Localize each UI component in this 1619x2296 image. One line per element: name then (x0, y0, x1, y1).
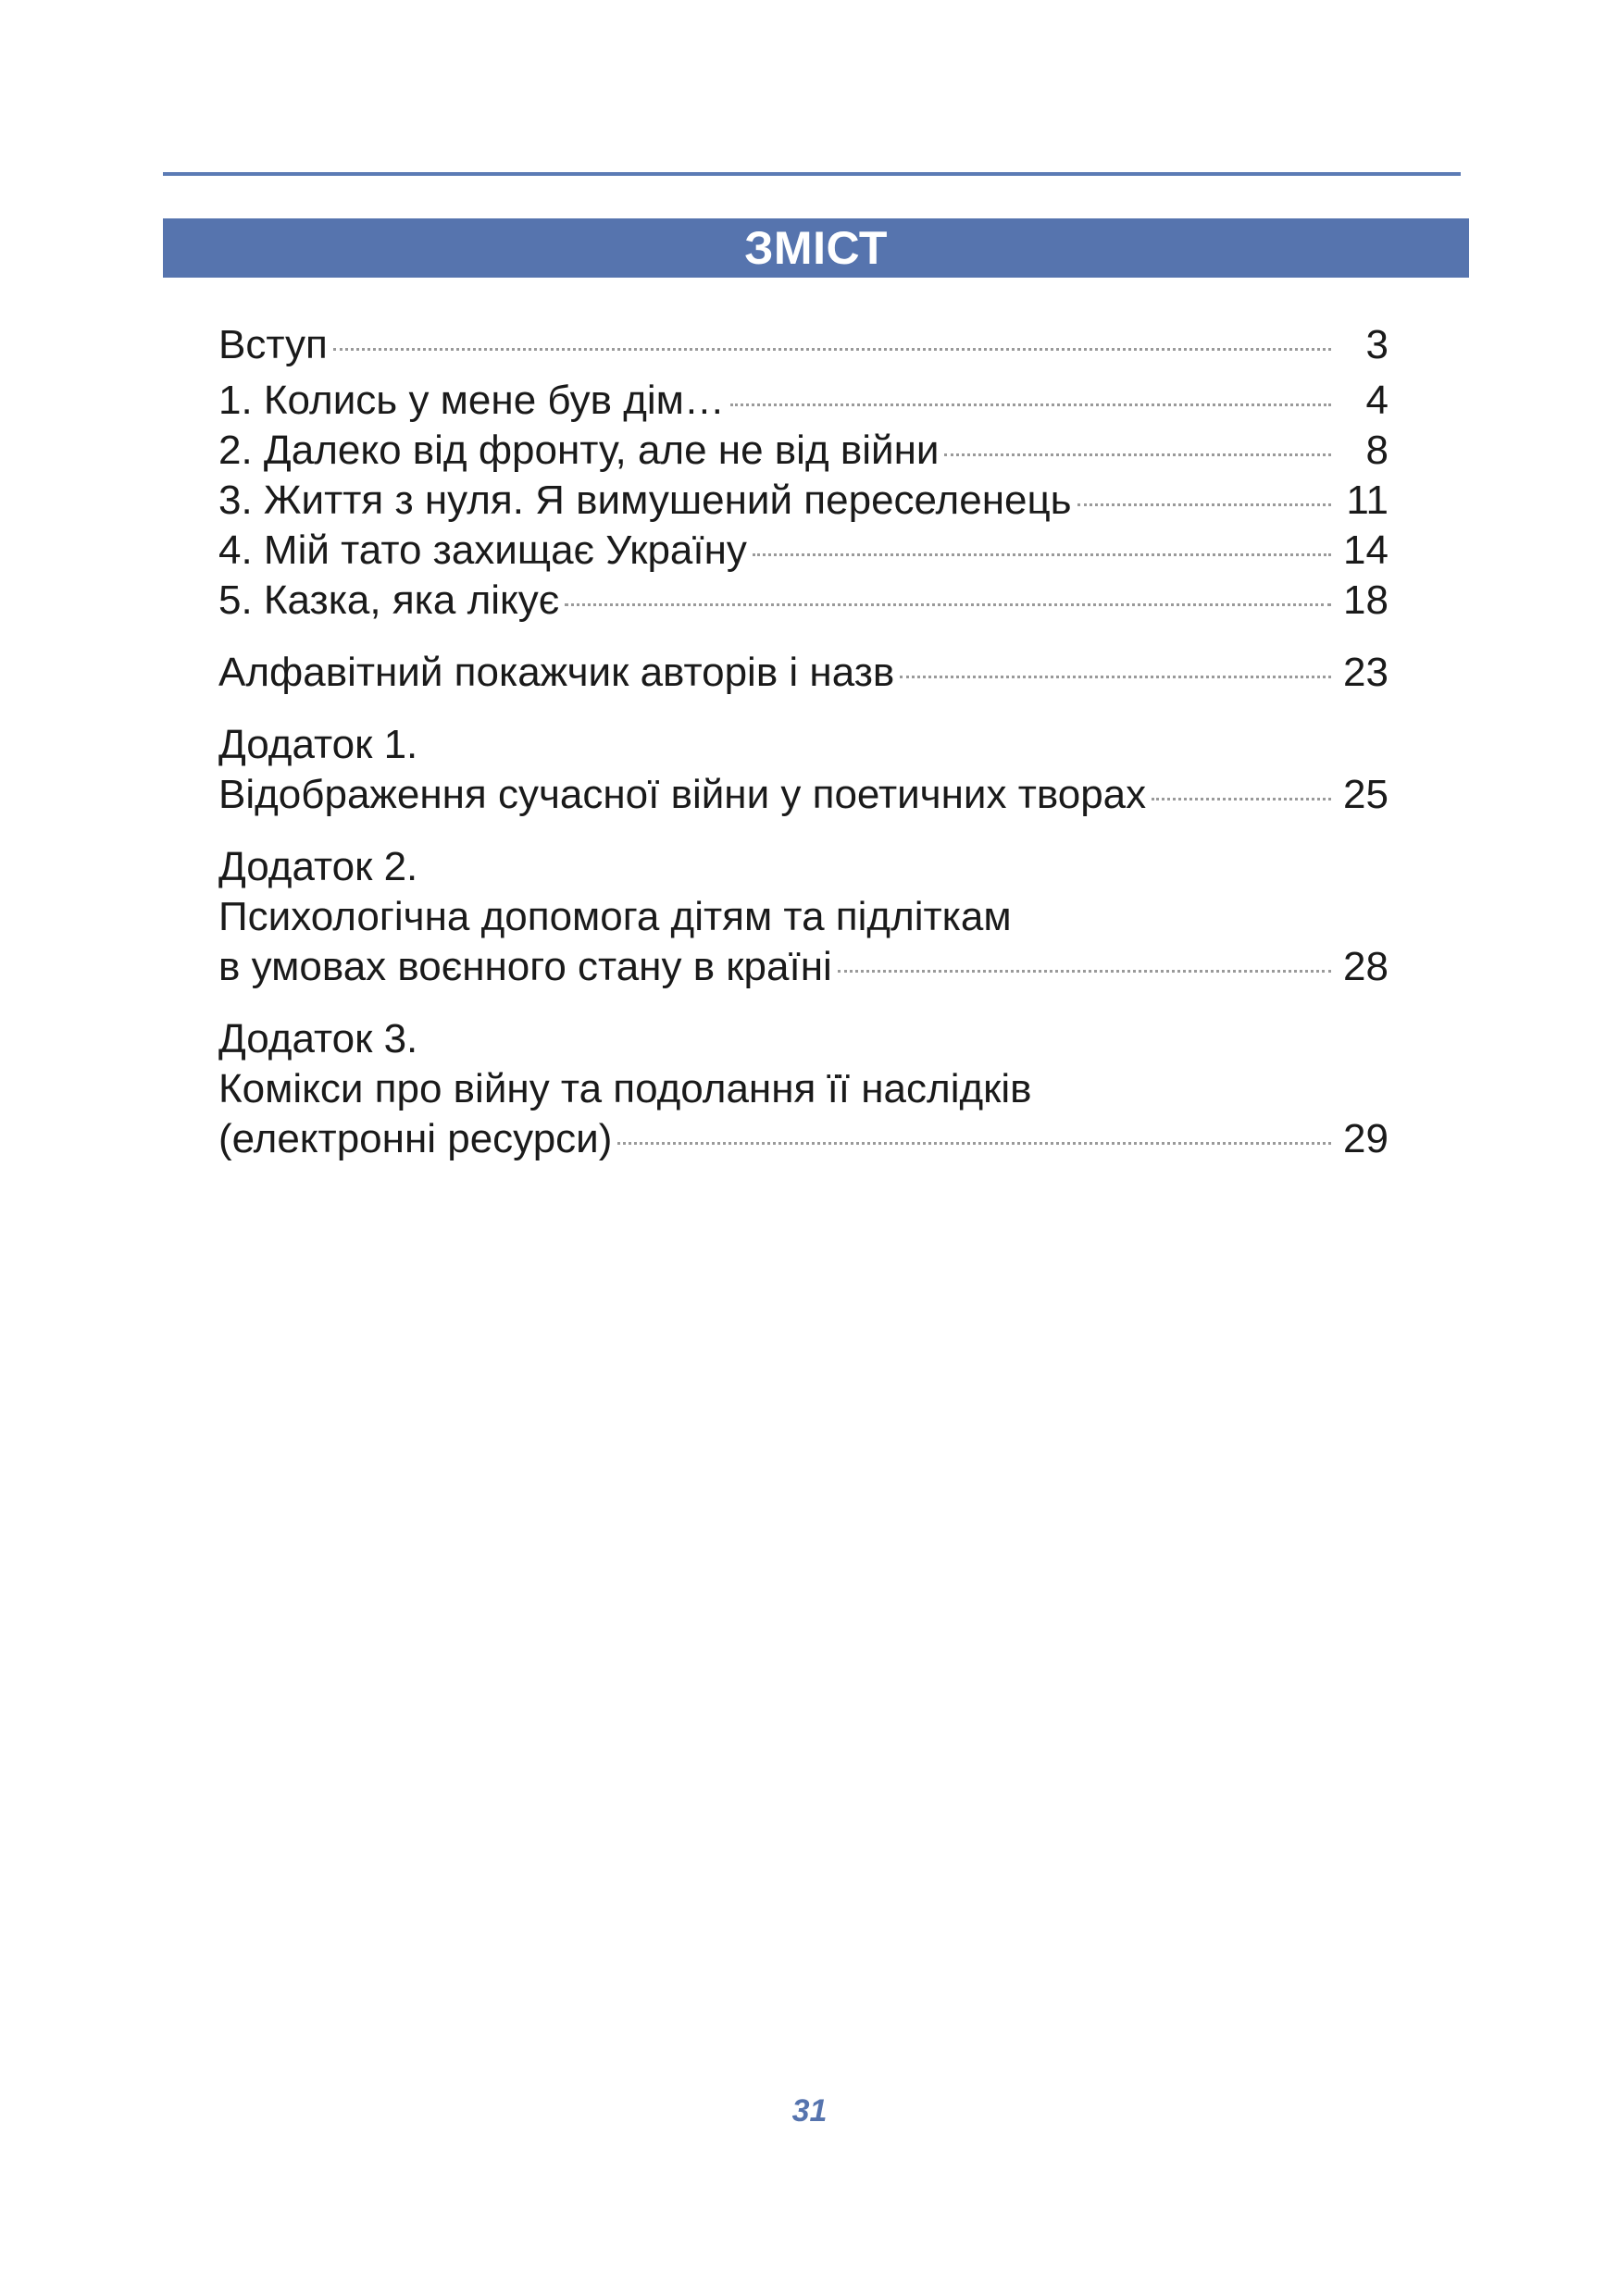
title-banner (163, 218, 1469, 278)
toc-entry-line (218, 576, 1389, 626)
toc-entry-heading: Додаток 2. (218, 844, 418, 889)
dot-leader (944, 453, 1331, 456)
toc-entry-title: 2. Далеко від фронту, але не від війни (218, 428, 940, 473)
toc-entry-line (218, 770, 1389, 820)
toc-page-number: 3 (1365, 322, 1389, 367)
toc-entry-title: 1. Колись у мене був дім… (218, 378, 725, 423)
dot-leader (753, 553, 1331, 556)
toc-page-number: 25 (1343, 772, 1389, 817)
toc-entry-line (218, 476, 1389, 526)
toc-entry-line (218, 942, 1389, 992)
toc-entry-line (218, 320, 1389, 370)
toc-entry-subtitle: Комікси про війну та подолання її наслідків (218, 1066, 1032, 1111)
toc-entry-heading: Додаток 3. (218, 1016, 418, 1061)
dot-leader (565, 603, 1331, 606)
toc-entry-title: Вступ (218, 322, 328, 367)
toc-entry-chapter-5[interactable] (218, 576, 1389, 626)
toc-entry-chapter-4[interactable] (218, 526, 1389, 576)
toc-entry-line (218, 376, 1389, 426)
toc-entry-appendix-1[interactable] (218, 720, 1389, 820)
dot-leader (838, 970, 1331, 973)
dot-leader (900, 676, 1331, 678)
toc-page-number: 29 (1343, 1116, 1389, 1161)
toc-entry-appendix-2[interactable] (218, 842, 1389, 992)
toc-entry-title: Відображення сучасної війни у поетичних творах (218, 772, 1147, 817)
toc-page-number: 8 (1365, 428, 1389, 473)
toc-entry-line (218, 526, 1389, 576)
toc-entry-title: 4. Мій тато захищає Україну (218, 527, 747, 573)
toc-page-number: 23 (1343, 650, 1389, 695)
toc-page-number: 4 (1365, 378, 1389, 423)
top-divider (163, 172, 1461, 176)
toc-entry-chapter-3[interactable] (218, 476, 1389, 526)
toc-entry-title: Алфавітний покажчик авторів і назв (218, 650, 895, 695)
toc-page-number: 18 (1343, 577, 1389, 623)
toc-entry-title: в умовах воєнного стану в країні (218, 944, 832, 989)
toc-entry-title: 3. Життя з нуля. Я вимушений переселенець (218, 478, 1072, 523)
dot-leader (617, 1142, 1331, 1145)
page-title: ЗМІСТ (744, 222, 888, 274)
dot-leader (1152, 798, 1331, 800)
toc-entry-title: 5. Казка, яка лікує (218, 577, 560, 623)
toc-entry-heading: Додаток 1. (218, 722, 418, 767)
toc-entry-chapter-2[interactable] (218, 426, 1389, 476)
toc-page-number: 28 (1343, 944, 1389, 989)
toc-entry-line (218, 1114, 1389, 1164)
toc-entry-line (218, 426, 1389, 476)
toc-entry-subtitle: Психологічна допомога дітям та підліткам (218, 894, 1012, 939)
toc-entry-line (218, 648, 1389, 698)
toc-entry-chapter-1[interactable] (218, 376, 1389, 426)
toc-entry-appendix-3[interactable] (218, 1014, 1389, 1164)
dot-leader (730, 403, 1331, 406)
table-of-contents (218, 320, 1389, 1186)
toc-page-number: 11 (1346, 478, 1389, 523)
toc-entry-intro[interactable] (218, 320, 1389, 370)
page-number-footer: 31 (791, 2093, 828, 2128)
toc-entry-title: (електронні ресурси) (218, 1116, 613, 1161)
toc-entry-index[interactable] (218, 648, 1389, 698)
toc-page-number: 14 (1343, 527, 1389, 573)
dot-leader (333, 348, 1331, 351)
dot-leader (1077, 503, 1331, 506)
